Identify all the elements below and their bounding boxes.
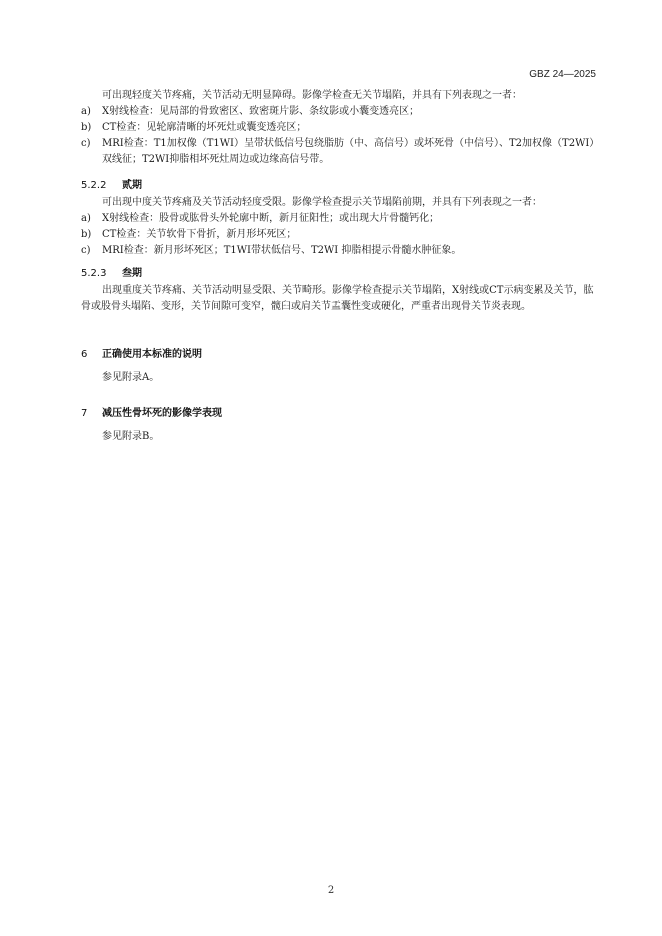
section-7-body [81,429,599,445]
criteria-list [81,211,599,259]
list-marker: c) [81,138,91,149]
criteria-list [81,104,599,168]
list-marker: b) [81,229,92,240]
paragraph: 可出现中度关节疼痛及关节活动轻度受限。影像学检查提示关节塌陷前期，并具有下列表现之一者： [102,197,542,208]
list-item [81,136,599,168]
section-number: 5.2.2 [81,180,107,191]
list-text: MRI检查：T1加权像（T1WI）呈带状低信号包绕脂肪（中、高信号）或坏死骨（中信号）、T2加权像（T2WI）双线征；T2WI抑脂相坏死灶周边或边缘高信号带。 [102,138,595,165]
section-title: 正确使用本标准的说明 [102,349,202,360]
section-heading-6 [81,345,202,360]
paragraph: 参见附录A。 [102,372,160,383]
section-heading-7 [81,404,222,419]
list-marker: b) [81,122,92,133]
list-text: CT检查：见轮廓清晰的坏死灶或囊变透亮区； [102,122,307,133]
section-5-2-3-body [81,283,599,315]
section-number: 5.2.3 [81,268,107,279]
document-code: GBZ 24—2025 [529,69,596,80]
list-text: X射线检查：见局部的骨致密区、致密斑片影、条纹影或小囊变透亮区； [102,106,420,117]
paragraph: 出现重度关节疼痛、关节活动明显受限、关节畸形。影像学检查提示关节塌陷，X射线或CT示病变累及关节，肱骨或股骨头塌陷、变形，关节间隙可变窄，髋臼或肩关节盂囊性变或硬化，严重者出现骨关节炎表现。 [81,285,594,312]
list-text: CT检查：关节软骨下骨折，新月形坏死区； [102,229,297,240]
section-6-body [81,370,599,386]
list-text: MRI检查：新月形坏死区；T1WI带状低信号、T2WI 抑脂相提示骨髓水肿征象。 [102,245,462,256]
section-5-2-2-body [81,195,599,259]
list-marker: c) [81,245,91,256]
list-item [81,211,599,227]
list-item [81,227,599,243]
section-heading-5-2-3 [81,264,142,279]
section-5-2-1-continuation [81,88,599,168]
list-item [81,243,599,259]
page-number: 2 [327,885,335,896]
section-title: 贰期 [122,180,142,191]
list-marker: a) [81,106,91,117]
section-title: 叁期 [122,268,142,279]
paragraph: 可出现轻度关节疼痛，关节活动无明显障碍。影像学检查无关节塌陷，并具有下列表现之一者： [102,90,522,101]
section-title: 减压性骨坏死的影像学表现 [102,408,222,419]
list-text: X射线检查：股骨或肱骨头外轮廓中断，新月征阳性；或出现大片骨髓钙化； [102,213,440,224]
list-item [81,104,599,120]
paragraph: 参见附录B。 [102,431,160,442]
section-number: 6 [81,349,88,360]
section-heading-5-2-2 [81,176,142,191]
list-marker: a) [81,213,91,224]
list-item [81,120,599,136]
section-number: 7 [81,408,88,419]
